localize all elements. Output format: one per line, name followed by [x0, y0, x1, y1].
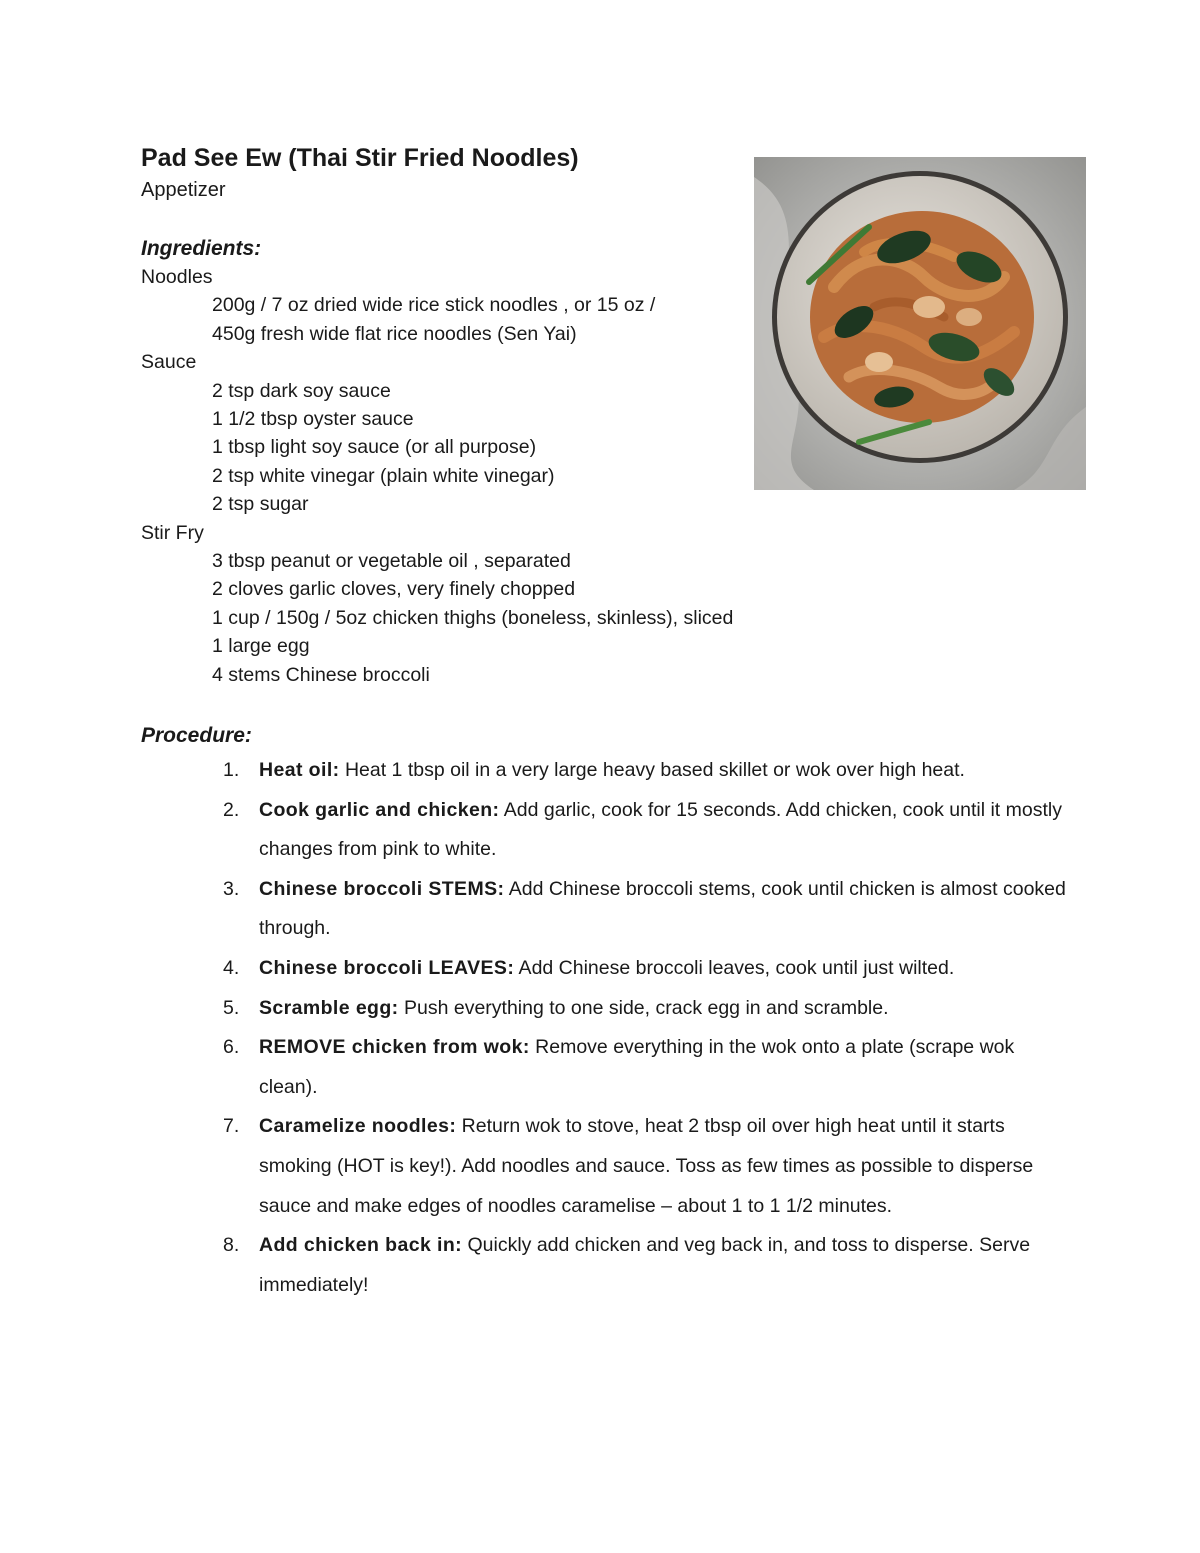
- step-label: Scramble egg:: [259, 996, 399, 1019]
- procedure-step: [213, 1107, 1073, 1226]
- step-number: 2.: [223, 798, 240, 821]
- ingredient-item: [141, 291, 841, 348]
- ingredient-item: 2 tsp sugar: [212, 493, 309, 516]
- step-text: Add Chinese broccoli leaves, cook until just wilted.: [514, 956, 955, 979]
- step-label: Heat oil:: [259, 759, 340, 781]
- ingredient-line: 450g fresh wide flat rice noodles (Sen Yai): [212, 322, 577, 345]
- step-text: Remove everything in the wok onto a plate (scrape wok clean).: [259, 1036, 1015, 1098]
- recipe-category: Appetizer: [141, 179, 226, 201]
- step-number: 6.: [223, 1036, 240, 1059]
- step-number: 5.: [223, 996, 240, 1019]
- step-number: 1.: [223, 759, 240, 781]
- step-number: 8.: [223, 1234, 240, 1257]
- step-text: Add Chinese broccoli stems, cook until chicken is almost cooked through.: [259, 877, 1066, 940]
- step-label: Add chicken back in:: [259, 1234, 463, 1257]
- dish-photo: [754, 157, 1086, 490]
- step-label: Chinese broccoli STEMS:: [259, 877, 505, 900]
- step-label: Caramelize noodles:: [259, 1115, 457, 1138]
- step-number: 3.: [223, 877, 240, 900]
- procedure-step: [213, 751, 1073, 791]
- ingredient-item: 2 cloves garlic cloves, very finely chopped: [212, 578, 576, 601]
- procedure-step: [213, 1226, 1073, 1305]
- step-number: 4.: [223, 956, 240, 979]
- procedure-step: [213, 949, 1073, 989]
- step-label: Cook garlic and chicken:: [259, 798, 500, 821]
- ingredient-item: 1 cup / 150g / 5oz chicken thighs (boneless, skinless), sliced: [212, 606, 734, 629]
- procedure-steps: [213, 751, 1073, 1305]
- ingredient-item: 1 tbsp light soy sauce (or all purpose): [212, 436, 537, 459]
- ingredient-line: 200g / 7 oz dried wide rice stick noodles , or 15 oz /: [212, 294, 656, 317]
- ingredient-item: 2 tsp white vinegar (plain white vinegar): [212, 464, 555, 487]
- procedure-heading: Procedure:: [141, 724, 252, 747]
- ingredient-item: 4 stems Chinese broccoli: [212, 663, 430, 686]
- step-number: 7.: [223, 1115, 240, 1138]
- ingredient-item: 3 tbsp peanut or vegetable oil , separated: [212, 550, 571, 573]
- ingredient-item: 1 1/2 tbsp oyster sauce: [212, 408, 414, 431]
- procedure-step: [213, 989, 1073, 1029]
- dish-photo-icon: [754, 157, 1086, 490]
- step-text: Heat 1 tbsp oil in a very large heavy based skillet or wok over high heat.: [339, 759, 965, 781]
- ingredient-item: 1 large egg: [212, 635, 310, 658]
- procedure-step: [213, 870, 1073, 949]
- step-text: Add garlic, cook for 15 seconds. Add chicken, cook until it mostly changes from pink to white.: [259, 798, 1062, 861]
- step-text: Push everything to one side, crack egg in and scramble.: [398, 996, 889, 1019]
- ingredients-heading: Ingredients:: [141, 237, 262, 260]
- ingredient-item: 2 tsp dark soy sauce: [212, 379, 391, 402]
- ingredient-group-sauce: Sauce: [141, 351, 197, 374]
- step-text: Return wok to stove, heat 2 tbsp oil over high heat until it starts smoking (HOT is key!). Add noodles and sauce. Toss as few times as possible to disperse sauce and make edges of noodles caramelise – about 1 to 1 1/2 minutes.: [259, 1115, 1034, 1217]
- step-label: Chinese broccoli LEAVES:: [259, 956, 515, 979]
- step-text: Quickly add chicken and veg back in, and toss to disperse. Serve immediately!: [259, 1234, 1031, 1296]
- recipe-title: Pad See Ew (Thai Stir Fried Noodles): [141, 144, 579, 172]
- ingredients-list: [141, 263, 841, 689]
- ingredient-group-noodles: Noodles: [141, 266, 213, 288]
- procedure-step: [213, 1028, 1073, 1107]
- step-label: REMOVE chicken from wok:: [259, 1036, 530, 1059]
- ingredient-group-stir-fry: Stir Fry: [141, 521, 204, 544]
- procedure-step: [213, 791, 1073, 870]
